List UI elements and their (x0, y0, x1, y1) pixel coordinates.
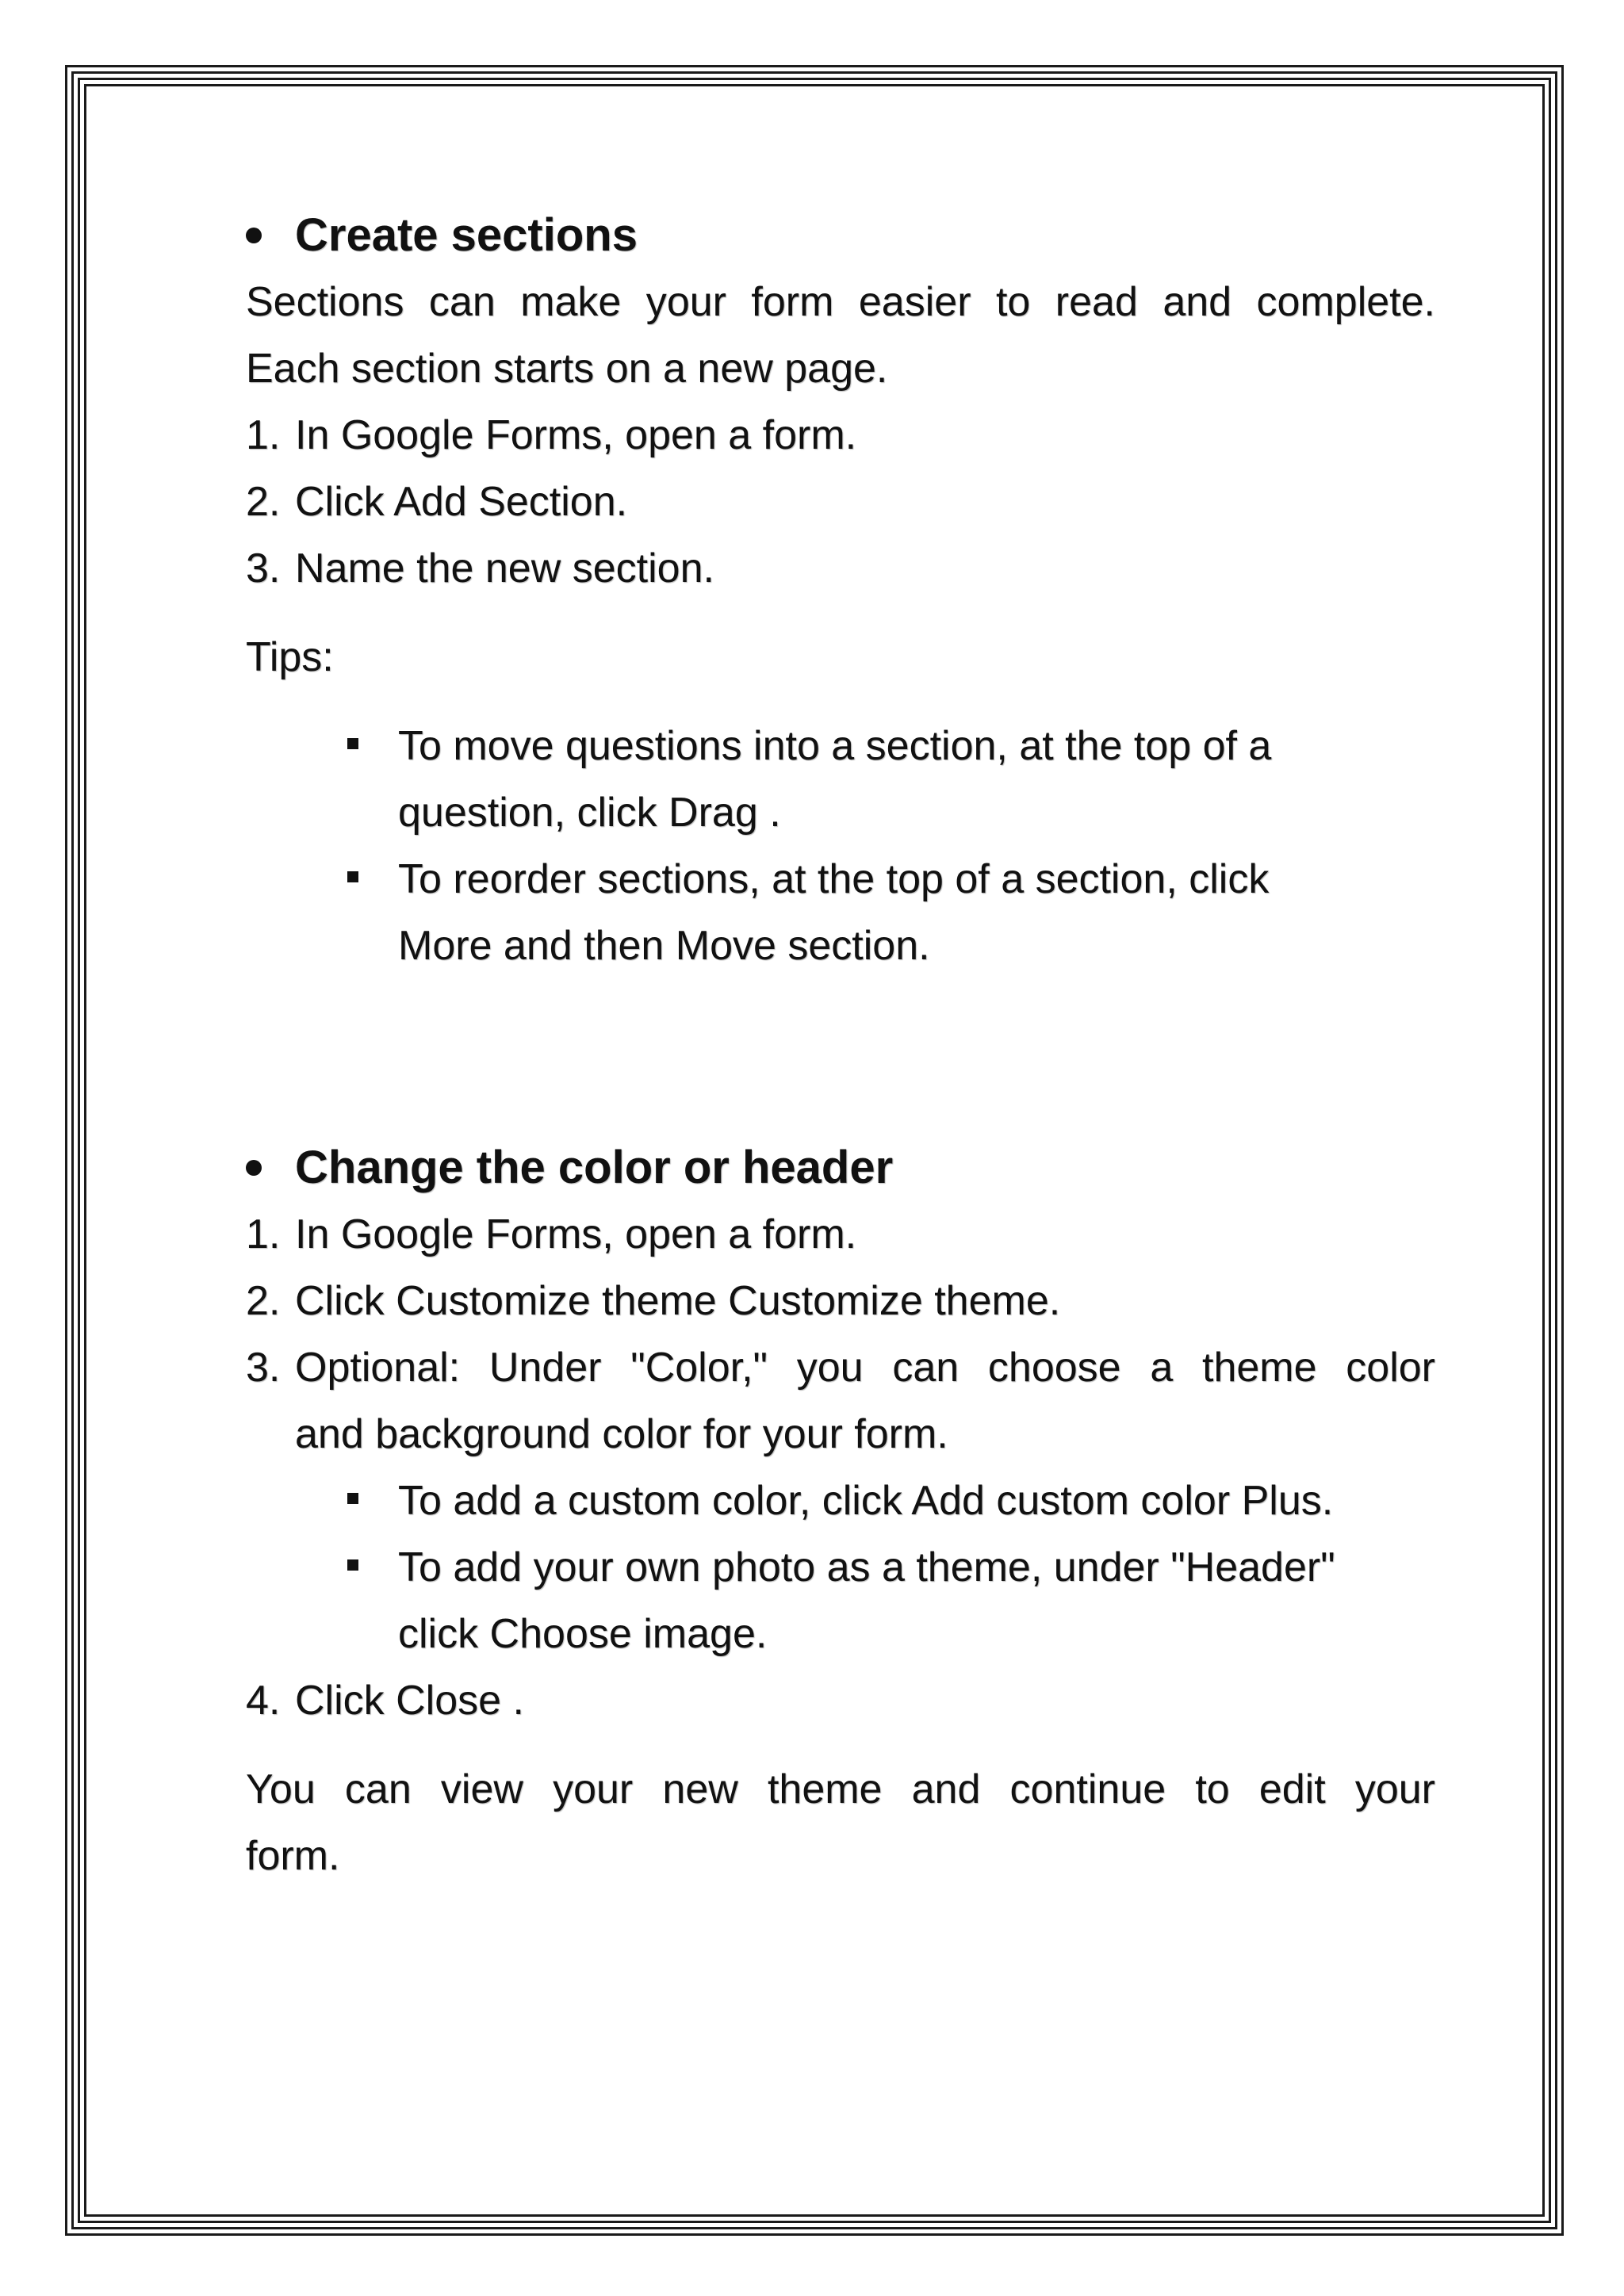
tips-label: Tips: (246, 634, 334, 680)
square-bullet-icon (347, 1493, 358, 1504)
intro-line: Each section starts on a new page. (246, 346, 888, 392)
closing-line: form. (246, 1833, 340, 1879)
tips-list (246, 713, 1435, 979)
bullet-icon (246, 228, 262, 243)
subtip-text: click Choose image. (398, 1611, 768, 1657)
heading-text: Create sections (295, 209, 638, 261)
step-text: and background color for your form. (295, 1411, 948, 1457)
step-number: 1. (246, 1211, 281, 1257)
step-text: Name the new section. (295, 545, 714, 591)
step-number: 3. (246, 1345, 281, 1391)
square-bullet-icon (347, 738, 358, 749)
heading-text: Change the color or header (295, 1142, 894, 1193)
step-number: 1. (246, 412, 281, 458)
intro-line: Sections can make your form easier to read and complete. (246, 279, 1435, 325)
section-heading-change-color (246, 1135, 1435, 1201)
subtip-item (246, 1534, 1435, 1667)
step-text: Click Customize theme Customize theme. (295, 1278, 1061, 1324)
step-item (246, 1667, 1435, 1734)
step-item (246, 535, 1435, 602)
subtips-list (246, 1468, 1435, 1667)
subtip-text: To add a custom color, click Add custom color Plus. (398, 1478, 1334, 1524)
step-item (246, 402, 1435, 469)
step-text: Optional: Under "Color," you can choose a theme color (295, 1345, 1435, 1391)
step-number: 2. (246, 1278, 281, 1324)
document-body (246, 202, 1435, 1889)
tip-item (246, 846, 1435, 979)
step-text: In Google Forms, open a form. (295, 412, 857, 458)
tip-text: More and then Move section. (398, 923, 930, 969)
step-number: 4. (246, 1678, 281, 1724)
step-text: Click Add Section. (295, 479, 628, 525)
subtip-text: To add your own photo as a theme, under "Header" (398, 1544, 1335, 1590)
bullet-icon (246, 1160, 262, 1176)
tip-text: To reorder sections, at the top of a section, click (398, 856, 1270, 902)
square-bullet-icon (347, 1559, 358, 1571)
tip-text: To move questions into a section, at the top of a (398, 723, 1272, 769)
step-number: 2. (246, 479, 281, 525)
tip-text: question, click Drag . (398, 790, 781, 836)
step-text: In Google Forms, open a form. (295, 1211, 857, 1257)
section-heading-create-sections (246, 202, 1435, 269)
square-bullet-icon (347, 871, 358, 882)
step-item (246, 1268, 1435, 1334)
step-item (246, 1334, 1435, 1468)
step-item (246, 469, 1435, 535)
step-number: 3. (246, 545, 281, 591)
closing-line: You can view your new theme and continue to edit your (246, 1766, 1435, 1812)
step-item (246, 1201, 1435, 1268)
subtip-item (246, 1468, 1435, 1534)
tip-item (246, 713, 1435, 846)
step-text: Click Close . (295, 1678, 524, 1724)
